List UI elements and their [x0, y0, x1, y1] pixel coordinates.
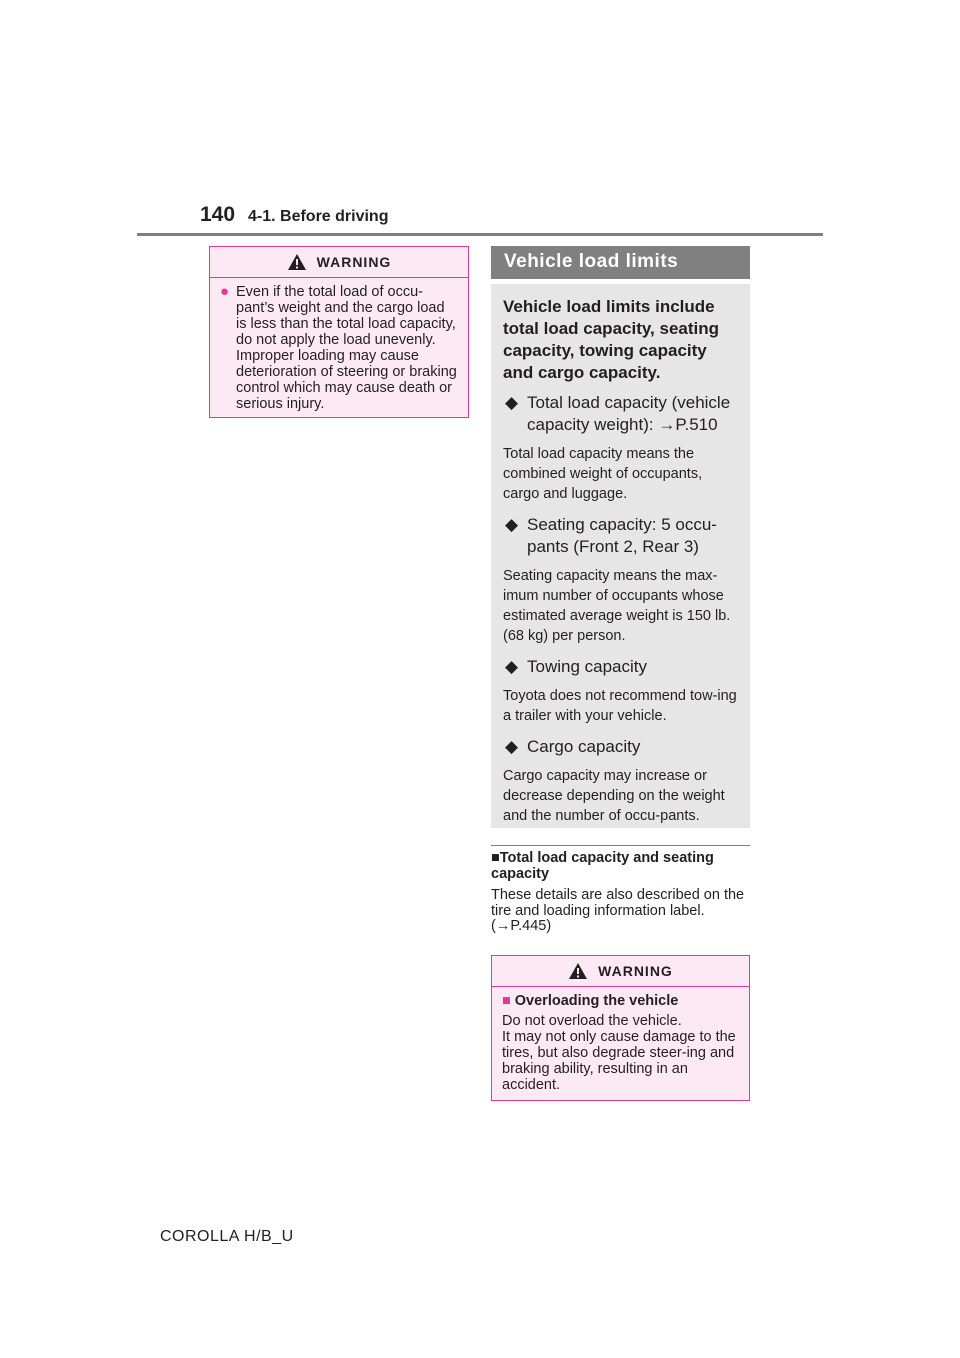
warning-header — [210, 247, 468, 278]
subsection-text: These details are also described on the tire and loading information label. (→P.445) — [491, 887, 745, 934]
warning-line: Do not overload the vehicle. — [502, 1013, 682, 1029]
subsection-rule — [491, 845, 750, 846]
load-limits-banner: Vehicle load limits — [491, 246, 750, 279]
load-item-heading: Towing capacity — [527, 657, 648, 676]
warning-header — [492, 956, 749, 987]
warning-body — [210, 278, 468, 420]
warning-box-overloading — [491, 955, 750, 1101]
warning-subheading — [502, 993, 739, 1009]
load-item-seating — [503, 514, 740, 646]
diamond-bullet-icon: ◆ — [505, 515, 519, 534]
warning-body — [492, 987, 749, 1101]
load-item-desc: Total load capacity means the combined weight of occupants, cargo and luggage. — [503, 446, 703, 502]
load-item-cargo — [503, 736, 740, 826]
load-item-heading: Total load capacity (vehicle capacity weight): →P.510 — [527, 393, 731, 434]
load-item-desc: Cargo capacity may increase or decrease depending on the weight and the number of occu-pants. — [503, 768, 725, 824]
diamond-bullet-icon: ◆ — [505, 737, 519, 756]
warning-title: WARNING — [598, 963, 673, 979]
load-limits-panel — [491, 284, 750, 828]
header-rule — [137, 233, 823, 236]
load-item-heading: Cargo capacity — [527, 737, 641, 756]
footer-model-code: COROLLA H/B_U — [160, 1228, 294, 1245]
warning-text: Even if the total load of occu-pant’s weight and the cargo load is less than the total load capacity, do not apply the load unevenly. Improper loading may cause deterioration of steering or braking control which may cause death or serious injury. — [236, 284, 457, 412]
subsection-heading-text: Total load capacity and seating capacity — [491, 850, 714, 882]
square-bullet-icon: ■ — [502, 993, 511, 1009]
section-title: 4-1. Before driving — [248, 208, 389, 225]
square-bullet-icon: ■ — [491, 850, 500, 866]
subsection-heading — [491, 850, 750, 882]
load-item-total — [503, 392, 740, 504]
warning-triangle-icon — [568, 962, 588, 980]
warning-title: WARNING — [316, 254, 392, 270]
warning-bullet-item — [220, 284, 458, 412]
warning-triangle-icon — [287, 253, 307, 271]
diamond-bullet-icon: ◆ — [505, 657, 519, 676]
load-item-desc: Seating capacity means the max-imum number of occupants whose estimated average weight is 150 lb. (68 kg) per person. — [503, 568, 731, 644]
load-item-desc: Toyota does not recommend tow-ing a trailer with your vehicle. — [503, 688, 737, 724]
warning-subheading-text: Overloading the vehicle — [514, 993, 679, 1009]
load-limits-intro: Vehicle load limits include total load capacity, seating capacity, towing capacity and cargo capacity. — [503, 297, 720, 382]
circle-bullet-icon: ● — [220, 283, 230, 300]
load-item-heading: Seating capacity: 5 occu-pants (Front 2, Rear 3) — [527, 515, 717, 556]
diamond-bullet-icon: ◆ — [505, 393, 519, 412]
page-number: 140 — [200, 203, 236, 226]
warning-line: It may not only cause damage to the tires, but also degrade steer-ing and braking ability, resulting in an accident. — [502, 1029, 736, 1093]
load-item-towing — [503, 656, 740, 726]
warning-box-uneven-load — [209, 246, 469, 418]
